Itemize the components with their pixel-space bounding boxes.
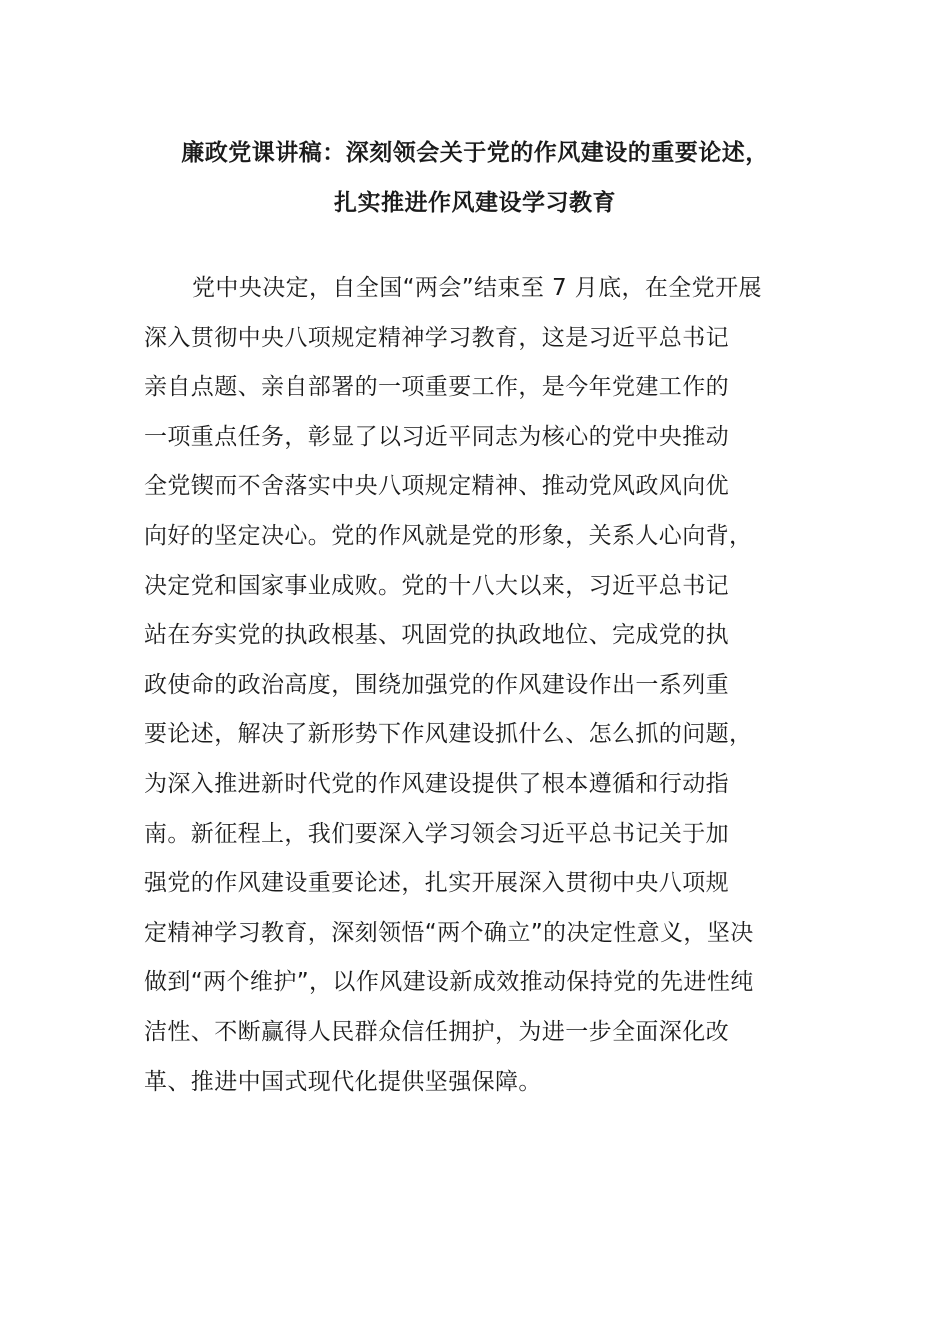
paragraph-line: 南。新征程上，我们要深入学习领会习近平总书记关于加 — [144, 820, 729, 847]
paragraph-line: 做到“两个维护”，以作风建设新成效推动保持党的先进性纯 — [144, 969, 754, 996]
paragraph-line: 亲自点题、亲自部署的一项重要工作，是今年党建工作的 — [144, 374, 729, 401]
paragraph-line: 强党的作风建设重要论述，扎实开展深入贯彻中央八项规 — [144, 870, 729, 897]
paragraph-line: 全党锲而不舍落实中央八项规定精神、推动党风政风向优 — [144, 473, 729, 500]
title-line-1: 廉政党课讲稿：深刻领会关于党的作风建设的重要论述， — [181, 140, 769, 166]
paragraph-line: 决定党和国家事业成败。党的十八大以来，习近平总书记 — [144, 572, 729, 599]
paragraph-line: 政使命的政治高度，围绕加强党的作风建设作出一系列重 — [144, 671, 729, 698]
paragraph-line: 向好的坚定决心。党的作风就是党的形象，关系人心向背， — [144, 522, 753, 549]
paragraph-line: 为深入推进新时代党的作风建设提供了根本遵循和行动指 — [144, 770, 729, 797]
paragraph-line: 要论述，解决了新形势下作风建设抓什么、怎么抓的问题， — [144, 721, 753, 748]
paragraph-line: 党中央决定，自全国“两会”结束至 7 月底，在全党开展 — [192, 275, 762, 301]
paragraph-line: 深入贯彻中央八项规定精神学习教育，这是习近平总书记 — [144, 324, 729, 351]
body-paragraph — [144, 264, 814, 1107]
paragraph-line: 洁性、不断赢得人民群众信任拥护，为进一步全面深化改 — [144, 1018, 729, 1045]
paragraph-line: 定精神学习教育，深刻领悟“两个确立”的决定性意义，坚决 — [144, 919, 754, 946]
paragraph-line: 革、推进中国式现代化提供坚强保障。 — [144, 1068, 542, 1095]
document-title — [120, 128, 830, 228]
title-line-2: 扎实推进作风建设学习教育 — [334, 190, 616, 216]
paragraph-line: 站在夯实党的执政根基、巩固党的执政地位、完成党的执 — [144, 622, 729, 649]
paragraph-line: 一项重点任务，彰显了以习近平同志为核心的党中央推动 — [144, 423, 729, 450]
